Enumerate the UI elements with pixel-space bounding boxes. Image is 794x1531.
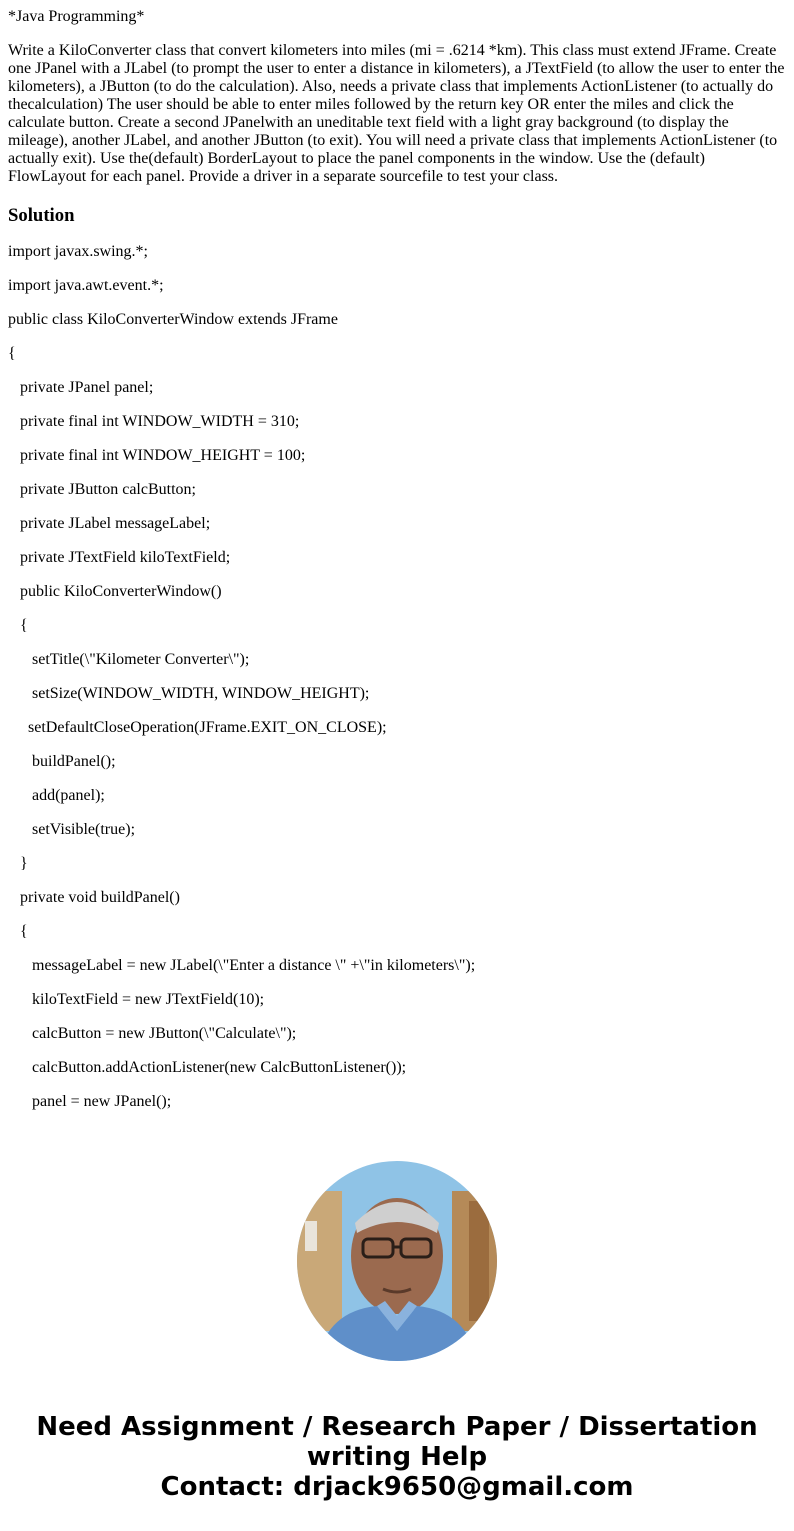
code-line: private JLabel messageLabel; (8, 515, 211, 532)
code-line: panel = new JPanel(); (8, 1093, 172, 1110)
promo-line-1: Need Assignment / Research Paper / Dissertation (36, 1412, 758, 1442)
code-line: add(panel); (8, 787, 105, 804)
code-line: buildPanel(); (8, 753, 116, 770)
code-line: kiloTextField = new JTextField(10); (8, 991, 265, 1008)
promo-banner (0, 1412, 794, 1502)
promo-contact-line: Contact: drjack9650@gmail.com (160, 1472, 634, 1502)
code-line: { (8, 617, 28, 634)
code-line: import javax.swing.*; (8, 243, 148, 260)
code-line: private void buildPanel() (8, 889, 180, 906)
document-content (0, 8, 794, 1111)
code-line: messageLabel = new JLabel(\"Enter a distance \" +\"in kilometers\"); (8, 957, 476, 974)
code-line: { (8, 923, 28, 940)
author-portrait-image (297, 1161, 497, 1361)
code-line: calcButton.addActionListener(new CalcButtonListener()); (8, 1059, 407, 1076)
solution-code (8, 243, 786, 1111)
code-line: { (8, 345, 16, 362)
code-line: private JTextField kiloTextField; (8, 549, 231, 566)
code-line: private JButton calcButton; (8, 481, 196, 498)
document-title: *Java Programming* (8, 8, 145, 25)
code-line: import java.awt.event.*; (8, 277, 164, 294)
code-line: calcButton = new JButton(\"Calculate\"); (8, 1025, 297, 1042)
promo-line-2: writing Help (306, 1442, 488, 1472)
code-line: setSize(WINDOW_WIDTH, WINDOW_HEIGHT); (8, 685, 370, 702)
code-line: } (8, 855, 28, 872)
code-line: private JPanel panel; (8, 379, 154, 396)
author-photo (297, 1161, 497, 1361)
code-line: private final int WINDOW_HEIGHT = 100; (8, 447, 306, 464)
code-line: private final int WINDOW_WIDTH = 310; (8, 413, 300, 430)
code-line: setVisible(true); (8, 821, 136, 838)
solution-heading: Solution (8, 205, 75, 226)
code-line: public class KiloConverterWindow extends JFrame (8, 311, 338, 328)
code-line: setDefaultCloseOperation(JFrame.EXIT_ON_CLOSE); (8, 719, 387, 736)
question-text: Write a KiloConverter class that convert kilometers into miles (mi = .6214 *km). This class must extend JFrame. Create one JPanel with a JLabel (to prompt the user to enter a distance in kilometers), a JTextField (to allow the user to enter the kilometers), a JButton (to do the calculation). Also, needs a private class that implements ActionListener (to actually do thecalculation) The user should be able to enter miles followed by the return key OR enter the miles and click the calculate button. Create a second JPanelwith an uneditable text field with a light gray background (to display the mileage), another JLabel, and another JButton (to exit). You will need a private class that implements ActionListener (to actually exit). Use the(default) BorderLayout to place the panel components in the window. Use the (default) FlowLayout for each panel. Provide a driver in a separate sourcefile to test your class. (8, 42, 785, 185)
code-line: setTitle(\"Kilometer Converter\"); (8, 651, 250, 668)
code-line: public KiloConverterWindow() (8, 583, 222, 600)
